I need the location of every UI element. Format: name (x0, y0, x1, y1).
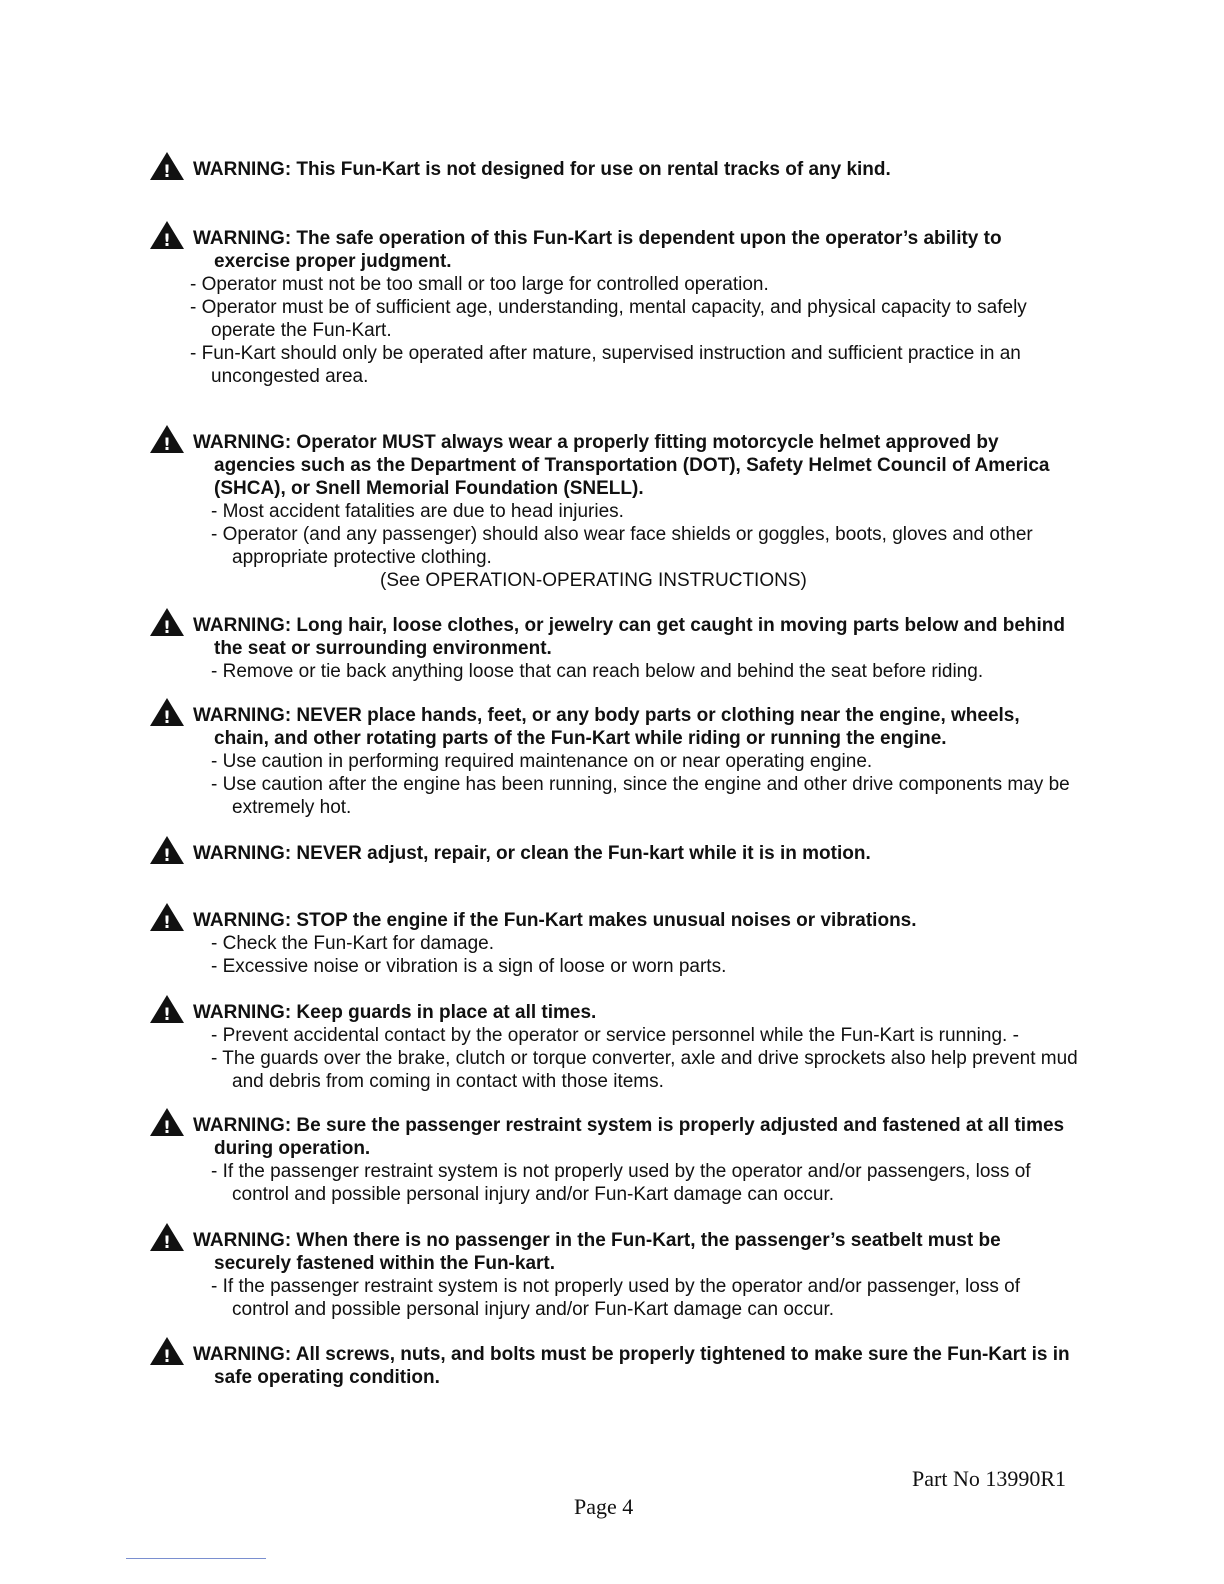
svg-text:!: ! (163, 1347, 171, 1367)
warning-triangle-icon (148, 1106, 186, 1138)
warning-title: WARNING: STOP the engine if the Fun-Kart makes unusual noises or vibrations. (193, 910, 917, 931)
warning-title: WARNING: Keep guards in place at all times. (193, 1002, 597, 1023)
warning-block (148, 1229, 1078, 1321)
warning-bullet: - The guards over the brake, clutch or torque converter, axle and drive sprockets also help prevent mud and debris from coming in contact with those items. (148, 1047, 1078, 1093)
divider (126, 1558, 266, 1559)
warning-bullet: - If the passenger restraint system is not properly used by the operator and/or passenger, loss of control and possible personal injury and/or Fun-Kart damage can occur. (148, 1275, 1078, 1321)
svg-text:!: ! (163, 1005, 171, 1025)
svg-text:!: ! (163, 1233, 171, 1253)
warning-bullet: - Remove or tie back anything loose that can reach below and behind the seat before riding. (148, 660, 1078, 683)
warning-title: WARNING: When there is no passenger in the Fun-Kart, the passenger’s seatbelt must be securely fastened within the Fun-kart. (193, 1230, 1001, 1274)
svg-text:!: ! (163, 162, 171, 182)
cross-reference-note: (See OPERATION-OPERATING INSTRUCTIONS) (380, 570, 807, 591)
warning-block (148, 842, 1078, 865)
warning-triangle-icon (148, 834, 186, 866)
warning-block (148, 909, 1078, 978)
warning-bullet: - Most accident fatalities are due to head injuries. (148, 500, 1078, 523)
warning-title: WARNING: All screws, nuts, and bolts must be properly tightened to make sure the Fun-Kart is in safe operating condition. (193, 1344, 1070, 1388)
warning-block (148, 431, 1078, 592)
warning-bullet: - Excessive noise or vibration is a sign of loose or worn parts. (148, 955, 1078, 978)
warning-title: WARNING: This Fun-Kart is not designed for use on rental tracks of any kind. (193, 159, 891, 180)
svg-text:!: ! (163, 435, 171, 455)
warning-triangle-icon (148, 1221, 186, 1253)
warning-bullet: - Prevent accidental contact by the operator or service personnel while the Fun-Kart is running. - (148, 1024, 1078, 1047)
warning-triangle-icon (148, 606, 186, 638)
warning-block (148, 1343, 1078, 1389)
warning-title: WARNING: Be sure the passenger restraint system is properly adjusted and fastened at all times during operation. (193, 1115, 1065, 1159)
warning-block (148, 158, 1078, 181)
warning-triangle-icon (148, 150, 186, 182)
part-number: Part No 13990R1 (912, 1466, 1066, 1491)
warning-triangle-icon (148, 423, 186, 455)
warning-bullet: - Use caution after the engine has been running, since the engine and other drive components may be extremely hot. (148, 773, 1078, 819)
warning-block (148, 1114, 1078, 1206)
warning-bullet: - Use caution in performing required maintenance on or near operating engine. (148, 750, 1078, 773)
warning-triangle-icon (148, 696, 186, 728)
warning-title: WARNING: Long hair, loose clothes, or jewelry can get caught in moving parts below and behind the seat or surrounding environment. (193, 615, 1065, 659)
warning-bullet: - Check the Fun-Kart for damage. (148, 932, 1078, 955)
warning-title: WARNING: NEVER place hands, feet, or any body parts or clothing near the engine, wheels, chain, and other rotating parts of the Fun-Kart while riding or running the engine. (193, 705, 1020, 749)
warning-title: WARNING: Operator MUST always wear a properly fitting motorcycle helmet approved by agencies such as the Department of Transportation (DOT), Safety Helmet Council of America (SHCA), or Snell Memorial Foundation (SNELL). (193, 432, 1050, 499)
warning-block (148, 614, 1078, 683)
warning-triangle-icon (148, 993, 186, 1025)
page-number: Page 4 (574, 1494, 634, 1519)
warning-bullet: - Fun-Kart should only be operated after mature, supervised instruction and sufficient practice in an uncongested area. (127, 342, 1078, 388)
warning-bullet: - Operator (and any passenger) should also wear face shields or goggles, boots, gloves and other appropriate protective clothing. (148, 523, 1078, 569)
warning-block (148, 227, 1078, 388)
warning-title: WARNING: The safe operation of this Fun-Kart is dependent upon the operator’s ability to exercise proper judgment. (193, 228, 1002, 272)
warning-block (148, 1001, 1078, 1093)
warning-block (148, 704, 1078, 819)
svg-text:!: ! (163, 231, 171, 251)
svg-text:!: ! (163, 1118, 171, 1138)
svg-text:!: ! (163, 618, 171, 638)
svg-text:!: ! (163, 708, 171, 728)
warning-triangle-icon (148, 1335, 186, 1367)
warning-bullet: - If the passenger restraint system is not properly used by the operator and/or passengers, loss of control and possible personal injury and/or Fun-Kart damage can occur. (148, 1160, 1078, 1206)
svg-text:!: ! (163, 913, 171, 933)
warning-triangle-icon (148, 901, 186, 933)
svg-text:!: ! (163, 846, 171, 866)
warning-triangle-icon (148, 219, 186, 251)
warning-title: WARNING: NEVER adjust, repair, or clean the Fun-kart while it is in motion. (193, 843, 871, 864)
warning-bullet: - Operator must be of sufficient age, understanding, mental capacity, and physical capacity to safely operate the Fun-Kart. (127, 296, 1078, 342)
warning-bullet: - Operator must not be too small or too large for controlled operation. (127, 273, 1078, 296)
